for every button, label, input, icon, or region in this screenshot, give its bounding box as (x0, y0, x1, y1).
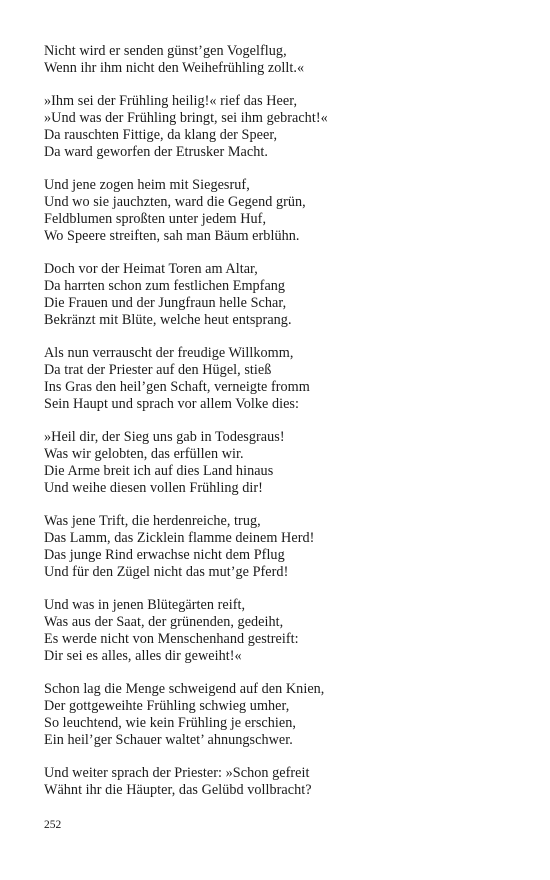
page-number: 252 (44, 819, 62, 831)
verse-line: Was wir gelobten, das erfüllen wir. (44, 446, 244, 462)
stanza-7 (44, 513, 514, 581)
verse-line: Nicht wird er senden günst’gen Vogelflug, (44, 43, 287, 59)
verse-line: Dir sei es alles, alles dir geweiht!« (44, 648, 242, 664)
verse-line: So leuchtend, wie kein Frühling je erschien, (44, 715, 296, 731)
verse-line: Die Frauen und der Jungfraun helle Schar, (44, 295, 287, 311)
stanza-1 (44, 43, 514, 77)
verse-line: Und was in jenen Blütegärten reift, (44, 597, 246, 613)
verse-line: »Heil dir, der Sieg uns gab in Todesgraus! (44, 429, 285, 445)
verse-line: »Und was der Frühling bringt, sei ihm gebracht!« (44, 110, 328, 126)
verse-line: Was jene Trift, die herdenreiche, trug, (44, 513, 261, 529)
verse-line: Und weiter sprach der Priester: »Schon gefreit (44, 765, 310, 781)
verse-line: Als nun verrauscht der freudige Willkomm, (44, 345, 294, 361)
verse-line: Da trat der Priester auf den Hügel, stieß (44, 362, 272, 378)
verse-line: Da harrten schon zum festlichen Empfang (44, 278, 286, 294)
verse-line: Das Lamm, das Zicklein flamme deinem Herd! (44, 530, 315, 546)
verse-line: Da ward geworfen der Etrusker Macht. (44, 144, 268, 160)
stanza-10 (44, 765, 514, 799)
verse-line: Wo Speere streiften, sah man Bäum erblühn. (44, 228, 300, 244)
verse-line: Wähnt ihr die Häupter, das Gelübd vollbracht? (44, 782, 312, 798)
verse-line: »Ihm sei der Frühling heilig!« rief das Heer, (44, 93, 298, 109)
verse-line: Und wo sie jauchzten, ward die Gegend grün, (44, 194, 306, 210)
stanza-6 (44, 429, 514, 497)
verse-line: Ins Gras den heil’gen Schaft, verneigte fromm (44, 379, 310, 395)
poem-text (44, 43, 514, 815)
verse-line: Sein Haupt und sprach vor allem Volke dies: (44, 396, 299, 412)
verse-line: Und jene zogen heim mit Siegesruf, (44, 177, 250, 193)
verse-line: Da rauschten Fittige, da klang der Speer, (44, 127, 278, 143)
verse-line: Was aus der Saat, der grünenden, gedeiht, (44, 614, 284, 630)
stanza-4 (44, 261, 514, 329)
verse-line: Doch vor der Heimat Toren am Altar, (44, 261, 258, 277)
verse-line: Der gottgeweihte Frühling schwieg umher, (44, 698, 290, 714)
verse-line: Und für den Zügel nicht das mut’ge Pferd! (44, 564, 289, 580)
verse-line: Wenn ihr ihm nicht den Weihefrühling zollt.« (44, 60, 305, 76)
stanza-3 (44, 177, 514, 245)
verse-line: Bekränzt mit Blüte, welche heut entsprang. (44, 312, 292, 328)
stanza-2 (44, 93, 514, 161)
verse-line: Feldblumen sproßten unter jedem Huf, (44, 211, 267, 227)
verse-line: Schon lag die Menge schweigend auf den Knien, (44, 681, 325, 697)
verse-line: Ein heil’ger Schauer waltet’ ahnungschwer. (44, 732, 293, 748)
verse-line: Das junge Rind erwachse nicht dem Pflug (44, 547, 285, 563)
stanza-9 (44, 681, 514, 749)
stanza-5 (44, 345, 514, 413)
stanza-8 (44, 597, 514, 665)
verse-line: Und weihe diesen vollen Frühling dir! (44, 480, 263, 496)
verse-line: Es werde nicht von Menschenhand gestreift: (44, 631, 299, 647)
verse-line: Die Arme breit ich auf dies Land hinaus (44, 463, 274, 479)
